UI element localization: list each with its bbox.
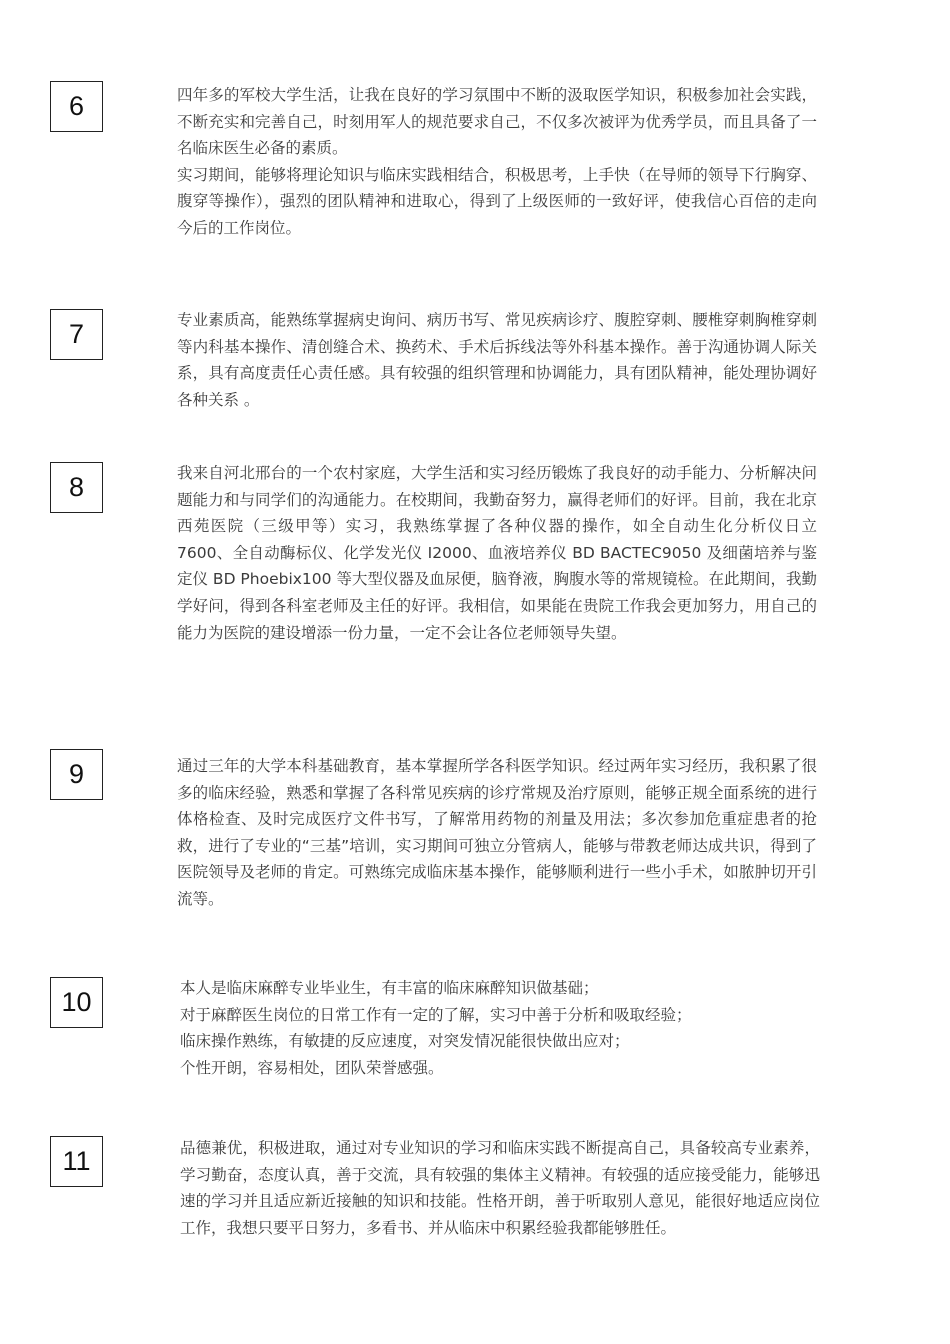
- entry-number-box: [50, 977, 103, 1028]
- entry-number-box: [50, 749, 103, 800]
- entry-paragraph: 本人是临床麻醉专业毕业生，有丰富的临床麻醉知识做基础；: [180, 979, 599, 997]
- entry-paragraph: 我来自河北邢台的一个农村家庭，大学生活和实习经历锻炼了我良好的动手能力、分析解决问题能力和与同学们的沟通能力。在校期间，我勤奋努力，赢得老师们的好评。目前，我在北京西苑医院（三级甲等）实习，我熟练掌握了各种仪器的操作，如全自动生化分析仪日立 7600、全自动酶标仪、化学发光仪 I2000、血液培养仪 BD BACTEC9050 及细菌培养与鉴定仪 BD Phoebix100 等大型仪器及血尿便，脑脊液，胸腹水等的常规镜检。在此期间，我勤学好问，得到各科室老师及主任的好评。我相信，如果能在贵院工作我会更加努力，用自己的能力为医院的建设增添一份力量，一定不会让各位老师领导失望。: [177, 464, 817, 642]
- entry-number: 11: [62, 1146, 91, 1176]
- entry-number: 7: [68, 319, 85, 349]
- entry-paragraph: 实习期间，能够将理论知识与临床实践相结合，积极思考，上手快（在导师的领导下行胸穿、腹穿等操作），强烈的团队精神和进取心，得到了上级医师的一致好评，使我信心百倍的走向今后的工作岗位。: [177, 165, 817, 237]
- entry-text: [180, 1135, 820, 1241]
- entry-text: [177, 82, 817, 242]
- entry-paragraph: 品德兼优，积极进取，通过对专业知识的学习和临床实践不断提高自己，具备较高专业素养，学习勤奋，态度认真，善于交流，具有较强的集体主义精神。有较强的适应接受能力，能够迅速的学习并且适应新近接触的知识和技能。性格开朗，善于听取别人意见，能很好地适应岗位工作，我想只要平日努力，多看书、并从临床中积累经验我都能够胜任。: [180, 1139, 820, 1237]
- entry-paragraph: 四年多的军校大学生活，让我在良好的学习氛围中不断的汲取医学知识，积极参加社会实践，不断充实和完善自己，时刻用军人的规范要求自己，不仅多次被评为优秀学员，而且具备了一名临床医生必备的素质。: [177, 86, 817, 158]
- entry-number: 8: [68, 472, 85, 502]
- entry-paragraph: 对于麻醉医生岗位的日常工作有一定的了解，实习中善于分析和吸取经验；: [180, 1005, 692, 1024]
- entry-text: [177, 460, 817, 646]
- entry-paragraph: 个性开朗，容易相处，团队荣誉感强。: [180, 1058, 444, 1077]
- entry-number: 6: [68, 91, 85, 121]
- entry-number-box: [50, 1136, 103, 1187]
- entry-text: [177, 307, 817, 413]
- entry-paragraph: 专业素质高，能熟练掌握病史询问、病历书写、常见疾病诊疗、腹腔穿刺、腰椎穿刺胸椎穿刺等内科基本操作、清创缝合术、换药术、手术后拆线法等外科基本操作。善于沟通协调人际关系，具有高度责任心责任感。具有较强的组织管理和协调能力，具有团队精神，能处理协调好各种关系 。: [177, 311, 817, 409]
- entry-paragraph: 临床操作熟练，有敏捷的反应速度，对突发情况能很快做出应对；: [180, 1032, 630, 1051]
- entry-text: [180, 975, 820, 1081]
- entry-number: 10: [61, 987, 92, 1017]
- entry-number-box: [50, 309, 103, 360]
- entry-number: 9: [68, 759, 85, 789]
- entry-text: [177, 753, 817, 913]
- entry-number-box: [50, 462, 103, 513]
- entry-number-box: [50, 81, 103, 132]
- entry-paragraph: 通过三年的大学本科基础教育，基本掌握所学各科医学知识。经过两年实习经历，我积累了很多的临床经验，熟悉和掌握了各科常见疾病的诊疗常规及治疗原则，能够正规全面系统的进行体格检查、及时完成医疗文件书写，了解常用药物的剂量及用法；多次参加危重症患者的抢救，进行了专业的“三基”培训，实习期间可独立分管病人，能够与带教老师达成共识，得到了医院领导及老师的肯定。可熟练完成临床基本操作，能够顺利进行一些小手术，如脓肿切开引流等。: [177, 757, 817, 908]
